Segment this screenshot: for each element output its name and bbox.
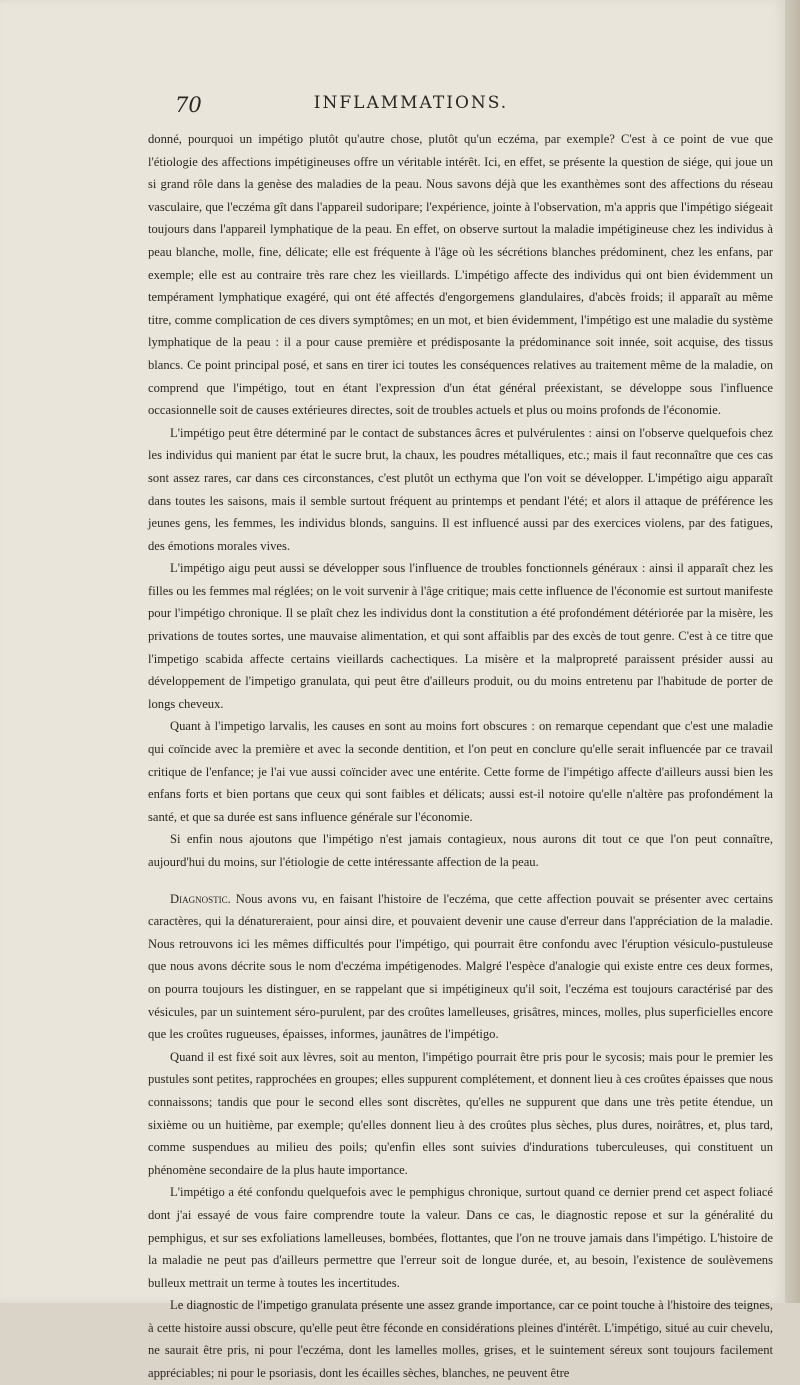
paragraph: L'impétigo aigu peut aussi se développer sous l'influence de troubles fonctionnels généraux : ainsi il apparaît chez les filles ou les femmes mal réglées; on le voit survenir à l'âge critique; mais cette influence de l'économie est surtout manifeste pour l'impétigo chronique. Il se plaît chez les individus dont la constitution a été profondément détériorée par la misère, les privations de toutes sortes, une mauvaise alimentation, et qui sont affaiblis par des excès de tout genre. C'est à ce titre que l'impetigo scabida affecte certains vieillards cachectiques. La misère et la malpropreté paraissent présider aussi au développement de l'impetigo granulata, qui peut être d'ailleurs produit, ou du moins entretenu par l'habitude de porter de longs cheveux. bbox=[148, 561, 773, 711]
body-text bbox=[148, 128, 773, 1385]
page-number: 70 bbox=[175, 93, 202, 117]
running-title: INFLAMMATIONS. bbox=[313, 93, 509, 113]
page-header bbox=[175, 93, 647, 123]
paragraph: donné, pourquoi un impétigo plutôt qu'autre chose, plutôt qu'un eczéma, par exemple? C'est à ce point de vue que l'étiologie des affections impétigineuses offre un véritable intérêt. Ici, en effet, se présente la question de siége, qui joue un si grand rôle dans la genèse des maladies de la peau. Nous savons déjà que les exanthèmes sont des affections du réseau vasculaire, que l'eczéma gît dans l'appareil sudoripare; l'expérience, jointe à l'observation, m'a appris que l'impétigo siégeait toujours dans l'appareil lymphatique de la peau. En effet, on observe surtout la maladie impétigineuse chez les individus à peau blanche, molle, fine, délicate; elle est fréquente à l'âge où les sécrétions blanches prédominent, chez les enfans, par exemple; elle est au contraire très rare chez les vieillards. L'impétigo affecte des individus qui ont bien évidemment un tempérament lymphatique exagéré, qui ont été affectés d'engorgemens glandulaires, d'abcès froids; il apparaît au même titre, comme complication de ces divers symptômes; en un mot, et bien évidemment, l'impétigo est une maladie du système lymphatique de la peau : il a pour cause première et prédisposante la prédominance soit innée, soit acquise, des tissus blancs. Ce point principal posé, et sans en tirer ici toutes les conséquences relatives au traitement même de la maladie, on comprend que l'impétigo, tout en étant l'expression d'un état général préexistant, se développe sous l'influence occasionnelle soit de causes extérieures directes, soit de troubles actuels et plus ou moins profonds de l'économie. bbox=[148, 132, 773, 418]
paragraph: L'impétigo peut être déterminé par le contact de substances âcres et pulvérulentes : ainsi on l'observe quelquefois chez les individus qui manient par état le sucre brut, la chaux, les poudres métalliques, etc.; mais il faut reconnaître que ces cas sont assez rares, car dans ces circonstances, c'est plutôt un ecthyma que l'on voit se développer. L'impétigo aigu apparaît dans toutes les saisons, mais il semble surtout fréquent au printemps et pendant l'été; et alors il attaque de préférence les jeunes gens, les femmes, les individus blonds, sanguins. Il est influencé aussi par des exercices violens, par des fatigues, des émotions morales vives. bbox=[148, 425, 773, 553]
paragraph: Quand il est fixé soit aux lèvres, soit au menton, l'impétigo pourrait être pris pour le sycosis; mais pour le premier les pustules sont petites, rapprochées en groupes; elles suppurent complétement, et donnent lieu à ces croûtes épaisses que nous connaissons; tandis que pour le second elles sont discrètes, qu'elles ne suppurent que dans une très petite étendue, un sixième ou un huitième, par exemple; qu'elles donnent lieu à des croûtes plus sèches, plus dures, noirâtres, et, plus tard, comme suspendues au milieu des poils; qu'enfin elles sont suivies d'indurations tuberculeuses, qui constituent un phénomène secondaire de la plus haute importance. bbox=[148, 1049, 773, 1177]
paragraph: Quant à l'impetigo larvalis, les causes en sont au moins fort obscures : on remarque cependant que c'est une maladie qui coïncide avec la première et avec la seconde dentition, et l'on peut en conclure qu'elle serait influencée par ce travail critique de l'enfance; je l'ai vue aussi coïncider avec une entérite. Cette forme de l'impétigo affecte d'ailleurs aussi bien les enfans forts et bien portans que ceux qui sont faibles et délicats; aussi est-il notoire qu'elle n'altère pas profondément la santé, et que sa durée est sans influence générale sur l'économie. bbox=[148, 719, 773, 824]
book-edge bbox=[785, 0, 800, 1303]
paragraph-text: Nous avons vu, en faisant l'histoire de l'eczéma, que cette affection pouvait se présenter avec certains caractères, qui la dénatureraient, pour ainsi dire, et pouvaient devenir une cause d'erreur dans l'appréciation de la maladie. Nous retrouvons ici les mêmes difficultés pour l'impétigo, qui pourrait être confondu avec l'éruption vésiculo-pustuleuse que nous avons décrite sous le nom d'eczéma impétigenodes. Malgré l'espèce d'analogie qui existe entre ces deux formes, on pourra toujours les distinguer, en se rappelant que si impétigineux qu'il soit, l'eczéma est toujours caractérisé par des vésicules, par un suintement séro-purulent, par des croûtes lamelleuses, grisâtres, minces, molles, plus superficielles encore que les croûtes rugueuses, épaisses, informes, jaunâtres de l'impétigo. bbox=[148, 891, 773, 1042]
paragraph: Si enfin nous ajoutons que l'impétigo n'est jamais contagieux, nous aurons dit tout ce que l'on peut connaître, aujourd'hui du moins, sur l'étiologie de cette intéressante affection de la peau. bbox=[148, 832, 773, 869]
paragraph: L'impétigo a été confondu quelquefois avec le pemphigus chronique, surtout quand ce dernier prend cet aspect foliacé dont j'ai essayé de vous faire comprendre toute la valeur. Dans ce cas, le diagnostic repose et sur la généralité du pemphigus, et sur ses exfoliations lamelleuses, bombées, flottantes, que l'on ne trouve jamais dans l'impétigo. L'histoire de la maladie ne peut pas d'ailleurs permettre que l'erreur soit de longue durée, et, au besoin, l'existence de soulèvemens bulleux mettrait un terme à toutes les incertitudes. bbox=[148, 1185, 773, 1290]
paragraph-diagnostic bbox=[148, 888, 773, 1046]
section-label: Diagnostic. bbox=[170, 891, 231, 906]
paragraph: Le diagnostic de l'impetigo granulata présente une assez grande importance, car ce point touche à l'histoire des teignes, à cette histoire aussi obscure, qu'elle peut être féconde en considérations pleines d'intérêt. L'impétigo, situé au cuir chevelu, ne saurait être pris, ni pour l'eczéma, dont les lamelles molles, grises, et le suintement séreux sont toujours facilement appréciables; ni pour le psoriasis, dont les écailles sèches, blanches, ne peuvent être bbox=[148, 1298, 773, 1381]
